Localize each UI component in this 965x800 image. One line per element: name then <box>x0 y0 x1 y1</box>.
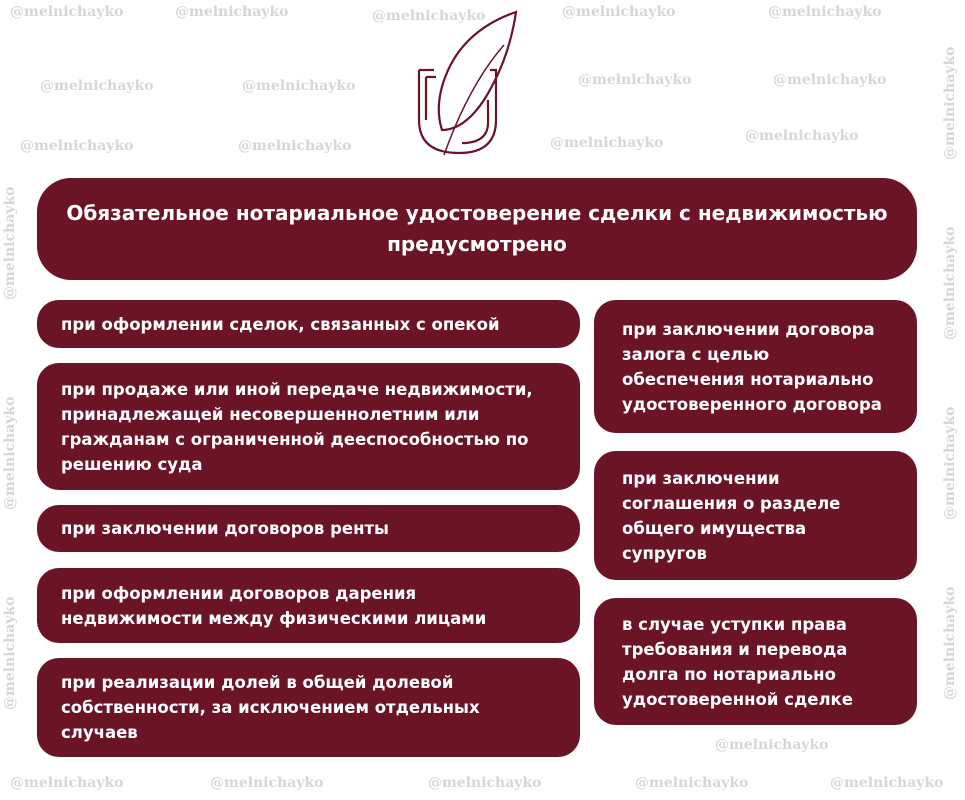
watermark: @melnichayko <box>10 775 124 791</box>
right-item <box>594 451 917 580</box>
watermark: @melnichayko <box>175 4 289 20</box>
header-banner <box>37 178 917 280</box>
item-text: при продаже или иной передаче недвижимости, принадлежащей несовершеннолетним или гражданам с ограниченной дееспособностью по решению суда <box>61 379 533 474</box>
watermark: @melnichayko <box>773 72 887 88</box>
header-title: Обязательное нотариальное удостоверение сделки с недвижимостью предусмотрено <box>66 201 888 256</box>
watermark: @melnichayko <box>428 775 542 791</box>
watermark: @melnichayko <box>20 138 134 154</box>
watermark: @melnichayko <box>2 186 18 300</box>
watermark: @melnichayko <box>40 78 154 94</box>
item-text: при заключении договоров ренты <box>61 519 389 538</box>
watermark: @melnichayko <box>10 4 124 20</box>
right-item <box>594 598 917 725</box>
right-item <box>594 300 917 433</box>
watermark: @melnichayko <box>635 775 749 791</box>
watermark: @melnichayko <box>942 46 958 160</box>
watermark: @melnichayko <box>210 775 324 791</box>
left-item <box>37 658 580 757</box>
item-text: в случае уступки права требования и перевода долга по нотариально удостоверенной сделке <box>622 614 853 709</box>
left-item <box>37 568 580 643</box>
item-text: при оформлении сделок, связанных с опекой <box>61 314 500 334</box>
watermark: @melnichayko <box>238 138 352 154</box>
watermark: @melnichayko <box>372 8 486 24</box>
item-text: при реализации долей в общей долевой собственности, за исключением отдельных случаев <box>61 673 480 742</box>
item-text: при заключении соглашения о разделе общего имущества супругов <box>622 468 841 563</box>
watermark: @melnichayko <box>550 135 664 151</box>
watermark: @melnichayko <box>942 226 958 340</box>
watermark: @melnichayko <box>242 78 356 94</box>
left-item <box>37 363 580 490</box>
watermark: @melnichayko <box>745 128 859 144</box>
watermark: @melnichayko <box>942 586 958 700</box>
left-item <box>37 300 580 348</box>
watermark: @melnichayko <box>2 396 18 510</box>
watermark: @melnichayko <box>2 596 18 710</box>
item-text: при оформлении договоров дарения недвижимости между физическими лицами <box>61 583 487 628</box>
quill-shield-logo-icon <box>414 5 524 160</box>
item-text: при заключении договора залога с целью обеспечения нотариально удостоверенного договора <box>622 319 882 414</box>
watermark: @melnichayko <box>715 737 829 753</box>
left-item <box>37 505 580 552</box>
watermark: @melnichayko <box>578 72 692 88</box>
watermark: @melnichayko <box>942 406 958 520</box>
watermark: @melnichayko <box>830 775 944 791</box>
watermark: @melnichayko <box>768 4 882 20</box>
watermark: @melnichayko <box>562 4 676 20</box>
